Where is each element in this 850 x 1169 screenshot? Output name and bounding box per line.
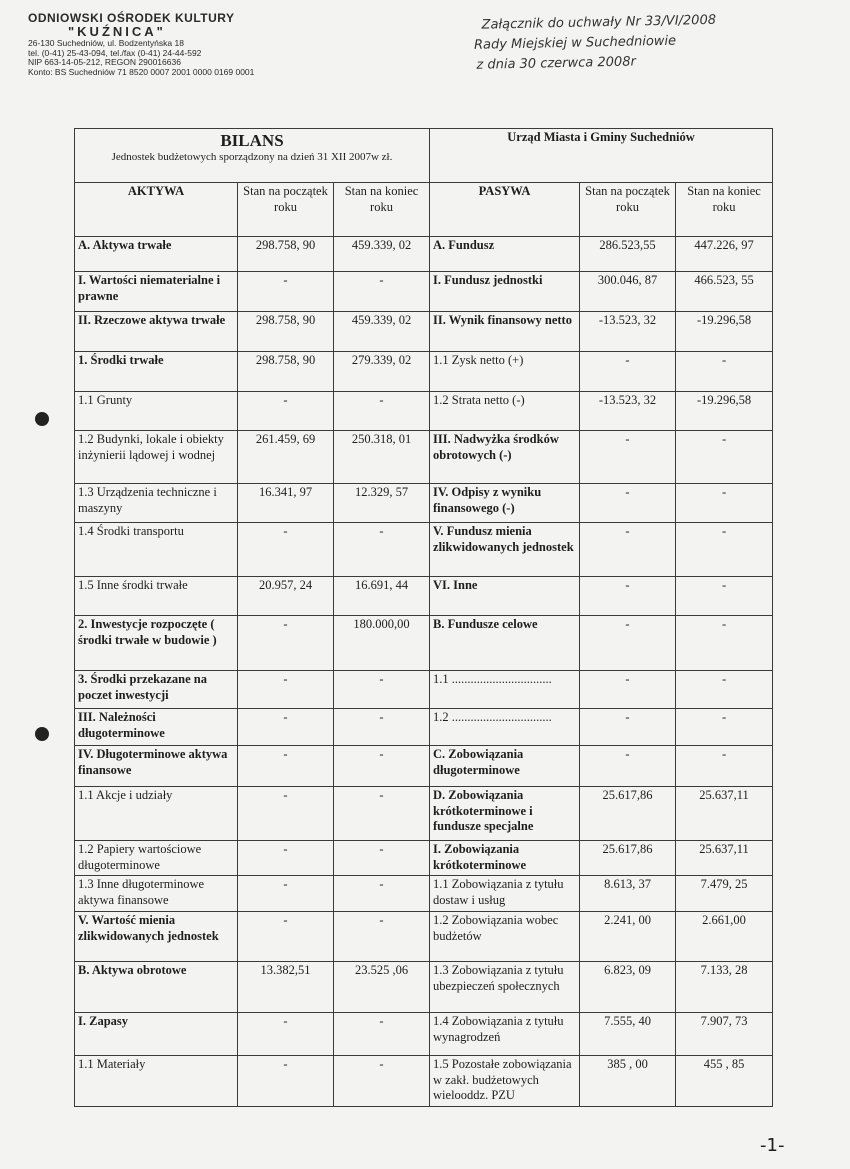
pasywa-start-value: -	[580, 431, 676, 484]
aktywa-label: 1.5 Inne środki trwałe	[75, 577, 238, 616]
aktywa-label: I. Zapasy	[75, 1013, 238, 1056]
pasywa-label: D. Zobowiązania krótkoterminowe i fundusze specjalne	[430, 787, 580, 841]
table-row	[75, 523, 773, 577]
pasywa-end-value: -	[676, 577, 773, 616]
pasywa-end-value: 7.907, 73	[676, 1013, 773, 1056]
pasywa-start-value: -	[580, 577, 676, 616]
aktywa-label: 1.2 Budynki, lokale i obiekty inżynierii lądowej i wodnej	[75, 431, 238, 484]
pasywa-label: IV. Odpisy z wyniku finansowego (-)	[430, 484, 580, 523]
aktywa-start-value: -	[238, 912, 334, 962]
table-row	[75, 876, 773, 912]
pasywa-label: I. Fundusz jednostki	[430, 272, 580, 312]
aktywa-start-value: 298.758, 90	[238, 352, 334, 392]
aktywa-end-value: 250.318, 01	[334, 431, 430, 484]
pasywa-end-value: 25.637,11	[676, 841, 773, 876]
pasywa-end-value: 466.523, 55	[676, 272, 773, 312]
pasywa-header: PASYWA	[430, 183, 580, 237]
aktywa-start-value: 20.957, 24	[238, 577, 334, 616]
aktywa-start-value: -	[238, 746, 334, 787]
pasywa-start-value: 25.617,86	[580, 841, 676, 876]
aktywa-end-value: 459.339, 02	[334, 312, 430, 352]
pasywa-start-value: -	[580, 746, 676, 787]
stamp-line-5: NIP 663-14-05-212, REGON 290016636	[28, 57, 181, 68]
table-row	[75, 1013, 773, 1056]
aktywa-end-value: 23.525 ,06	[334, 962, 430, 1013]
handwriting-line-1: Załącznik do uchwały Nr 33/VI/2008	[481, 12, 717, 33]
pasywa-label: III. Nadwyżka środków obrotowych (-)	[430, 431, 580, 484]
pasywa-start-value: -	[580, 709, 676, 746]
table-row	[75, 577, 773, 616]
pasywa-start-value: -	[580, 671, 676, 709]
aktywa-start-value: -	[238, 523, 334, 577]
table-row	[75, 352, 773, 392]
aktywa-end-value: 180.000,00	[334, 616, 430, 671]
aktywa-end-value: -	[334, 709, 430, 746]
pasywa-end-value: 455 , 85	[676, 1056, 773, 1107]
aktywa-end-value: 12.329, 57	[334, 484, 430, 523]
aktywa-end-header: Stan na koniec roku	[334, 183, 430, 237]
aktywa-header: AKTYWA	[75, 183, 238, 237]
pasywa-label: I. Zobowiązania krótkoterminowe	[430, 841, 580, 876]
aktywa-end-value: -	[334, 1056, 430, 1107]
aktywa-start-value: -	[238, 671, 334, 709]
aktywa-label: 1.1 Materiały	[75, 1056, 238, 1107]
pasywa-end-value: -	[676, 352, 773, 392]
pasywa-end-value: -	[676, 671, 773, 709]
aktywa-start-value: -	[238, 616, 334, 671]
aktywa-start-value: 298.758, 90	[238, 237, 334, 272]
pasywa-start-value: -	[580, 352, 676, 392]
pasywa-label: 1.1 ................................	[430, 671, 580, 709]
table-row	[75, 616, 773, 671]
aktywa-label: IV. Długoterminowe aktywa finansowe	[75, 746, 238, 787]
aktywa-label: B. Aktywa obrotowe	[75, 962, 238, 1013]
aktywa-start-value: 16.341, 97	[238, 484, 334, 523]
table-row	[75, 431, 773, 484]
aktywa-start-value: 298.758, 90	[238, 312, 334, 352]
pasywa-label: B. Fundusze celowe	[430, 616, 580, 671]
aktywa-label: 1.1 Grunty	[75, 392, 238, 431]
aktywa-end-value: -	[334, 841, 430, 876]
stamp-line-3: 26-130 Suchedniów, ul. Bodzentyńska 18	[28, 38, 184, 49]
stamp-line-1: ODNIOWSKI OŚRODEK KULTURY	[28, 11, 235, 25]
pasywa-label: 1.3 Zobowiązania z tytułu ubezpieczeń społecznych	[430, 962, 580, 1013]
aktywa-label: 1.1 Akcje i udziały	[75, 787, 238, 841]
aktywa-end-value: 16.691, 44	[334, 577, 430, 616]
aktywa-start-value: -	[238, 841, 334, 876]
table-row	[75, 1056, 773, 1107]
table-row	[75, 484, 773, 523]
pasywa-label: V. Fundusz mienia zlikwidowanych jednostek	[430, 523, 580, 577]
pasywa-end-value: 25.637,11	[676, 787, 773, 841]
pasywa-end-value: -19.296,58	[676, 392, 773, 431]
institution-name: Urząd Miasta i Gminy Suchedniów	[430, 129, 773, 183]
aktywa-end-value: -	[334, 746, 430, 787]
pasywa-label: 1.1 Zysk netto (+)	[430, 352, 580, 392]
aktywa-end-value: -	[334, 912, 430, 962]
aktywa-label: III. Należności długoterminowe	[75, 709, 238, 746]
pasywa-start-value: -	[580, 616, 676, 671]
pasywa-start-value: 2.241, 00	[580, 912, 676, 962]
pasywa-start-value: 8.613, 37	[580, 876, 676, 912]
aktywa-start-value: -	[238, 709, 334, 746]
pasywa-start-value: -	[580, 523, 676, 577]
balance-title-cell	[75, 129, 430, 183]
balance-subtitle: Jednostek budżetowych sporządzony na dzień 31 XII 2007w zł.	[111, 151, 393, 164]
aktywa-end-value: -	[334, 876, 430, 912]
pasywa-end-value: -	[676, 484, 773, 523]
institution-stamp	[28, 12, 268, 77]
aktywa-label: 2. Inwestycje rozpoczęte ( środki trwałe w budowie )	[75, 616, 238, 671]
aktywa-label: 1. Środki trwałe	[75, 352, 238, 392]
aktywa-end-value: -	[334, 523, 430, 577]
aktywa-start-value: -	[238, 1056, 334, 1107]
pasywa-label: C. Zobowiązania długoterminowe	[430, 746, 580, 787]
pasywa-start-header: Stan na początek roku	[580, 183, 676, 237]
aktywa-label: 1.4 Środki transportu	[75, 523, 238, 577]
table-row	[75, 709, 773, 746]
aktywa-label: 3. Środki przekazane na poczet inwestycji	[75, 671, 238, 709]
pasywa-end-value: 2.661,00	[676, 912, 773, 962]
stamp-line-6: Konto: BS Suchedniów 71 8520 0007 2001 0000 0169 0001	[28, 66, 255, 77]
table-row	[75, 392, 773, 431]
table-row	[75, 671, 773, 709]
aktywa-label: A. Aktywa trwałe	[75, 237, 238, 272]
aktywa-start-value: -	[238, 1013, 334, 1056]
pasywa-label: 1.5 Pozostałe zobowiązania w zakł. budżetowych wielooddz. PZU	[430, 1056, 580, 1107]
pasywa-end-value: -	[676, 523, 773, 577]
pasywa-start-value: -	[580, 484, 676, 523]
aktywa-end-value: 459.339, 02	[334, 237, 430, 272]
page-number: -1-	[760, 1135, 785, 1156]
pasywa-end-value: 7.479, 25	[676, 876, 773, 912]
pasywa-end-value: -	[676, 746, 773, 787]
aktywa-start-header: Stan na początek roku	[238, 183, 334, 237]
handwritten-annotation	[473, 8, 832, 76]
table-row	[75, 962, 773, 1013]
pasywa-label: 1.2 Zobowiązania wobec budżetów	[430, 912, 580, 962]
pasywa-end-value: -	[676, 616, 773, 671]
pasywa-end-header: Stan na koniec roku	[676, 183, 773, 237]
aktywa-end-value: 279.339, 02	[334, 352, 430, 392]
balance-title: BILANS	[220, 131, 284, 150]
table-row	[75, 237, 773, 272]
pasywa-end-value: -19.296,58	[676, 312, 773, 352]
table-row	[75, 787, 773, 841]
table-row	[75, 841, 773, 876]
aktywa-end-value: -	[334, 671, 430, 709]
pasywa-end-value: 447.226, 97	[676, 237, 773, 272]
pasywa-label: 1.2 Strata netto (-)	[430, 392, 580, 431]
pasywa-end-value: -	[676, 431, 773, 484]
pasywa-label: A. Fundusz	[430, 237, 580, 272]
punch-hole	[35, 727, 49, 741]
pasywa-start-value: -13.523, 32	[580, 312, 676, 352]
pasywa-start-value: 7.555, 40	[580, 1013, 676, 1056]
pasywa-end-value: 7.133, 28	[676, 962, 773, 1013]
aktywa-start-value: 13.382,51	[238, 962, 334, 1013]
pasywa-end-value: -	[676, 709, 773, 746]
aktywa-label: II. Rzeczowe aktywa trwałe	[75, 312, 238, 352]
aktywa-start-value: -	[238, 876, 334, 912]
aktywa-label: V. Wartość mienia zlikwidowanych jednostek	[75, 912, 238, 962]
aktywa-label: 1.3 Urządzenia techniczne i maszyny	[75, 484, 238, 523]
table-row	[75, 312, 773, 352]
aktywa-start-value: -	[238, 787, 334, 841]
balance-sheet-table	[74, 128, 773, 1107]
aktywa-start-value: 261.459, 69	[238, 431, 334, 484]
aktywa-start-value: -	[238, 392, 334, 431]
pasywa-start-value: 6.823, 09	[580, 962, 676, 1013]
aktywa-end-value: -	[334, 787, 430, 841]
pasywa-start-value: 385 , 00	[580, 1056, 676, 1107]
pasywa-start-value: -13.523, 32	[580, 392, 676, 431]
handwriting-line-3: z dnia 30 czerwca 2008r	[476, 54, 637, 74]
aktywa-label: 1.3 Inne długoterminowe aktywa finansowe	[75, 876, 238, 912]
table-row	[75, 912, 773, 962]
pasywa-start-value: 286.523,55	[580, 237, 676, 272]
handwriting-line-2: Rady Miejskiej w Suchedniowie	[473, 33, 677, 53]
stamp-line-4: tel. (0-41) 25-43-094, tel./fax (0-41) 24-44-592	[28, 47, 202, 58]
aktywa-label: I. Wartości niematerialne i prawne	[75, 272, 238, 312]
table-row	[75, 272, 773, 312]
aktywa-end-value: -	[334, 1013, 430, 1056]
table-row	[75, 746, 773, 787]
aktywa-label: 1.2 Papiery wartościowe długoterminowe	[75, 841, 238, 876]
pasywa-label: VI. Inne	[430, 577, 580, 616]
aktywa-end-value: -	[334, 392, 430, 431]
pasywa-label: 1.2 ................................	[430, 709, 580, 746]
pasywa-start-value: 300.046, 87	[580, 272, 676, 312]
punch-hole	[35, 412, 49, 426]
pasywa-label: 1.1 Zobowiązania z tytułu dostaw i usług	[430, 876, 580, 912]
pasywa-start-value: 25.617,86	[580, 787, 676, 841]
aktywa-start-value: -	[238, 272, 334, 312]
aktywa-end-value: -	[334, 272, 430, 312]
stamp-line-2: "KUŹNICA"	[68, 24, 166, 40]
pasywa-label: II. Wynik finansowy netto	[430, 312, 580, 352]
pasywa-label: 1.4 Zobowiązania z tytułu wynagrodzeń	[430, 1013, 580, 1056]
